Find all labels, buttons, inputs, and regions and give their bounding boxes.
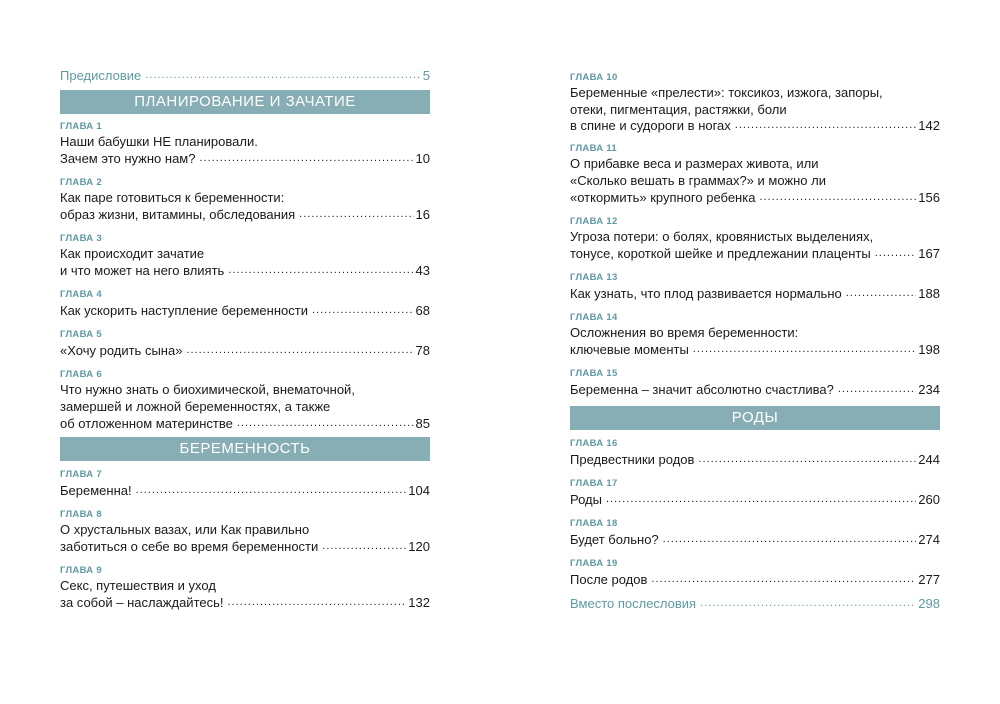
page-number: 104 [408,483,430,498]
leader-dots [237,417,414,429]
entry-title: заботиться о себе во время беременности [60,539,319,554]
toc-entry-chapter-8[interactable] [60,539,430,555]
chapter-title-line: «Сколько вешать в граммах?» и можно ли [570,173,826,188]
leader-dots [145,69,421,81]
entry-title: за собой – наслаждайтесь! [60,595,224,610]
toc-entry-chapter-14[interactable] [570,342,940,358]
toc-entry-chapter-19[interactable] [570,572,940,588]
leader-dots [136,484,407,496]
chapter-title-line: Осложнения во время беременности: [570,325,799,340]
page-number: 244 [918,452,940,467]
entry-title: Роды [570,492,602,507]
toc-entry-afterword[interactable] [570,596,940,612]
leader-dots [663,533,917,545]
chapter-label: ГЛАВА 12 [570,216,618,227]
leader-dots [700,597,916,609]
entry-title: в спине и судороги в ногах [570,118,731,133]
chapter-label: ГЛАВА 15 [570,368,618,379]
page-number: 43 [415,263,430,278]
page-number: 68 [415,303,430,318]
entry-title: об отложенном материнстве [60,416,233,431]
page-number: 132 [408,595,430,610]
page-number: 188 [918,286,940,301]
chapter-label: ГЛАВА 13 [570,272,618,283]
chapter-label: ГЛАВА 2 [60,177,102,188]
page-number: 5 [422,68,430,83]
chapter-label: ГЛАВА 9 [60,565,102,576]
chapter-title-line: Как происходит зачатие [60,246,205,261]
page-number: 274 [918,532,940,547]
chapter-title-line: отеки, пигментация, растяжки, боли [570,102,787,117]
chapter-title-line: О хрустальных вазах, или Как правильно [60,522,310,537]
entry-title: и что может на него влиять [60,263,225,278]
entry-title: Предвестники родов [570,452,695,467]
entry-title: Вместо послесловия [570,596,697,611]
page-number: 198 [918,342,940,357]
toc-entry-chapter-16[interactable] [570,452,940,468]
toc-entry-chapter-1[interactable] [60,151,430,167]
entry-title: «Хочу родить сына» [60,343,183,358]
page-number: 85 [415,416,430,431]
leader-dots [322,540,406,552]
toc-entry-chapter-10[interactable] [570,118,940,134]
page-number: 167 [918,246,940,261]
entry-title: Беременна – значит абсолютно счастлива? [570,382,834,397]
page-number: 120 [408,539,430,554]
chapter-title-line: Как паре готовиться к беременности: [60,190,285,205]
chapter-label: ГЛАВА 14 [570,312,618,323]
chapter-label: ГЛАВА 11 [570,143,618,154]
page-number: 234 [918,382,940,397]
entry-title: ключевые моменты [570,342,689,357]
chapter-title-line: замершей и ложной беременностях, а также [60,399,331,414]
entry-title: Как узнать, что плод развивается нормально [570,286,842,301]
page-number: 16 [415,207,430,222]
toc-entry-preface[interactable] [60,68,430,84]
page-number: 298 [918,596,940,611]
page-number: 78 [415,343,430,358]
toc-entry-chapter-9[interactable] [60,595,430,611]
section-banner-birth: РОДЫ [570,406,940,430]
toc-entry-chapter-15[interactable] [570,382,940,398]
toc-entry-chapter-17[interactable] [570,492,940,508]
leader-dots [299,208,413,220]
toc-entry-chapter-13[interactable] [570,286,940,302]
entry-title: Зачем это нужно нам? [60,151,196,166]
leader-dots [838,383,916,395]
entry-title: Будет больно? [570,532,659,547]
leader-dots [693,343,917,355]
leader-dots [846,287,917,299]
leader-dots [735,119,917,131]
toc-entry-chapter-7[interactable] [60,483,430,499]
chapter-label: ГЛАВА 4 [60,289,102,300]
entry-title: Предисловие [60,68,142,83]
page-number: 142 [918,118,940,133]
chapter-label: ГЛАВА 6 [60,369,102,380]
toc-entry-chapter-18[interactable] [570,532,940,548]
leader-dots [228,264,413,276]
chapter-title-line: Наши бабушки НЕ планировали. [60,134,258,149]
toc-entry-chapter-3[interactable] [60,263,430,279]
toc-entry-chapter-6[interactable] [60,416,430,432]
section-banner-pregnancy: БЕРЕМЕННОСТЬ [60,437,430,461]
leader-dots [698,453,916,465]
chapter-title-line: Что нужно знать о биохимической, внематочной, [60,382,355,397]
entry-title: Беременна! [60,483,132,498]
leader-dots [606,493,916,505]
leader-dots [199,152,413,164]
chapter-label: ГЛАВА 3 [60,233,102,244]
chapter-title-line: Беременные «прелести»: токсикоз, изжога, запоры, [570,85,883,100]
page-number: 10 [415,151,430,166]
toc-entry-chapter-2[interactable] [60,207,430,223]
toc-entry-chapter-11[interactable] [570,190,940,206]
chapter-label: ГЛАВА 7 [60,469,102,480]
page-number: 277 [918,572,940,587]
entry-title: «откормить» крупного ребенка [570,190,756,205]
leader-dots [228,596,407,608]
chapter-label: ГЛАВА 17 [570,478,618,489]
entry-title: После родов [570,572,648,587]
leader-dots [186,344,413,356]
entry-title: тонусе, короткой шейке и предлежании плаценты [570,246,871,261]
chapter-title-line: О прибавке веса и размерах живота, или [570,156,819,171]
chapter-label: ГЛАВА 10 [570,72,618,83]
chapter-label: ГЛАВА 16 [570,438,618,449]
toc-entry-chapter-5[interactable] [60,343,430,359]
leader-dots [759,191,916,203]
entry-title: образ жизни, витамины, обследования [60,207,296,222]
leader-dots [875,247,917,259]
chapter-label: ГЛАВА 1 [60,121,102,132]
leader-dots [312,304,414,316]
chapter-label: ГЛАВА 8 [60,509,102,520]
chapter-title-line: Угроза потери: о болях, кровянистых выделениях, [570,229,874,244]
page-number: 260 [918,492,940,507]
toc-entry-chapter-12[interactable] [570,246,940,262]
chapter-label: ГЛАВА 18 [570,518,618,529]
chapter-label: ГЛАВА 5 [60,329,102,340]
section-banner-planning: ПЛАНИРОВАНИЕ И ЗАЧАТИЕ [60,90,430,114]
entry-title: Как ускорить наступление беременности [60,303,308,318]
toc-entry-chapter-4[interactable] [60,303,430,319]
chapter-label: ГЛАВА 19 [570,558,618,569]
chapter-title-line: Секс, путешествия и уход [60,578,216,593]
page-number: 156 [918,190,940,205]
leader-dots [651,573,916,585]
